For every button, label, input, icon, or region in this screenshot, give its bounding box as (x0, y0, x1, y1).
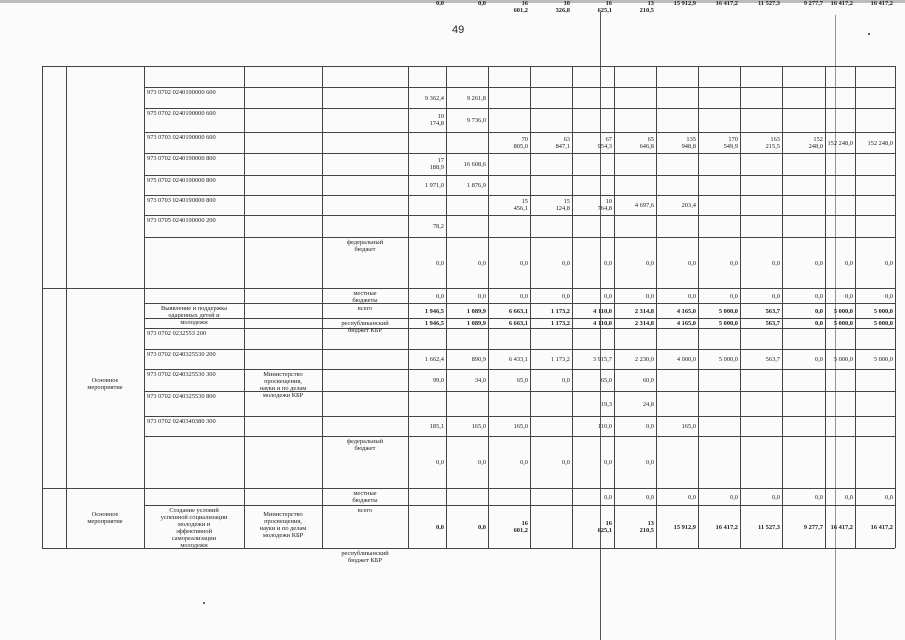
row-value: 0,0 (604, 259, 612, 267)
row-value: 15 912,9 (673, 0, 696, 7)
row-value: 17 188,9 (429, 157, 444, 171)
row-value: 0,0 (845, 292, 853, 300)
row-value: 0,0 (815, 292, 823, 300)
row-value: 0,0 (520, 292, 528, 300)
row-value: 0,0 (815, 356, 823, 363)
row-value: 0,0 (772, 292, 780, 300)
row-value: 6 663,1 (508, 320, 528, 327)
row-value: 9 277,7 (803, 523, 823, 531)
row-value: 15 912,9 (673, 523, 696, 531)
grid-line (144, 416, 895, 417)
row-value: 0,0 (730, 292, 738, 300)
row-value: 0,0 (885, 292, 893, 300)
row-value: 5 000,0 (873, 320, 893, 327)
row-value: 0,0 (436, 259, 444, 267)
row-value: 563,7 (765, 356, 780, 363)
row-value: 0,0 (604, 493, 612, 501)
row-value: 6 663,1 (508, 307, 528, 315)
row-code: 973 0703 0240190000 800 (147, 197, 216, 204)
row-value: 16 417,2 (830, 0, 853, 7)
row-source: всего (357, 305, 373, 312)
row-value: 0,0 (646, 459, 654, 466)
row-value: 0,0 (478, 523, 486, 531)
row-value: 165,0 (681, 423, 696, 430)
row-source: местные бюджеты (352, 290, 378, 304)
grid-line (144, 328, 895, 329)
row-value: 0,0 (478, 459, 486, 466)
row-value: 5 000,0 (718, 356, 738, 363)
row-value: 15 124,8 (555, 198, 570, 212)
grid-line (144, 488, 895, 489)
grid-line (144, 237, 895, 238)
row-value: 4 110,0 (593, 307, 612, 315)
row-value: 16 417,2 (870, 0, 893, 7)
row-value: 5 000,0 (873, 356, 893, 363)
row-value: 0,0 (815, 307, 823, 315)
row-value: 4 000,0 (676, 356, 696, 363)
grid-line (144, 303, 895, 304)
row-value: 0,0 (520, 459, 528, 466)
grid-line (144, 369, 895, 370)
row-value: 165,0 (513, 423, 528, 430)
row-value: 2 314,8 (634, 320, 654, 327)
row-value: 0,0 (688, 259, 696, 267)
row-value: 1 173,2 (550, 320, 570, 327)
row-value: 67 954,3 (597, 135, 612, 150)
scan-artifact-speck (868, 33, 870, 35)
row-value: 16 417,2 (715, 0, 738, 7)
row-code: 973 0702 0240325530 800 (147, 393, 216, 400)
grid-line (42, 288, 144, 289)
row-value: 0,0 (520, 259, 528, 267)
row-value: 152 248,0 (867, 139, 893, 147)
row-value: 4 697,6 (634, 202, 654, 209)
grid-line (144, 195, 895, 196)
row-value: 70 805,0 (513, 135, 528, 150)
row-value: 0,0 (815, 320, 823, 327)
row-value: 1 876,9 (466, 182, 486, 189)
row-value: 1 173,2 (550, 356, 570, 363)
row-value: 3 915,7 (592, 356, 612, 363)
row-source: республиканский бюджет КБР (341, 320, 389, 334)
row-value: 890,9 (471, 356, 486, 363)
row-value: 0,0 (646, 292, 654, 300)
row-code: 973 0702 0240325530 300 (147, 371, 216, 378)
row-code: 973 0705 0240190000 200 (147, 217, 216, 224)
row-value: 0,0 (562, 377, 570, 384)
row-value: 185,1 (429, 423, 444, 430)
row-value: 165,0 (471, 423, 486, 430)
row-value: 6 433,1 (508, 356, 528, 363)
row-value: 16 417,2 (830, 523, 853, 531)
grid-line (322, 66, 323, 548)
page-number: 49 (452, 24, 465, 36)
row-value: 13 210,5 (639, 0, 654, 14)
row-code: 973 0702 0240340380 300 (147, 418, 216, 425)
grid-line (144, 548, 895, 549)
grid-line (144, 288, 895, 289)
row-value: 0,0 (688, 292, 696, 300)
row-value: 16 625,1 (597, 519, 612, 534)
row-value: 1 089,9 (466, 320, 486, 327)
grid-line (144, 175, 895, 176)
row-value: 2 230,0 (634, 356, 654, 363)
row-code: Создание условий успешной социализации молодежи и эффективной самореализации молодежи (160, 507, 228, 549)
row-value: 152 248,0 (808, 135, 823, 150)
row-value: 9 736,0 (466, 117, 486, 124)
row-value: 0,0 (845, 259, 853, 267)
row-value: 563,7 (765, 307, 780, 315)
row-source: федеральный бюджет (346, 239, 384, 253)
row-code: 973 0702 0240190000 800 (147, 155, 216, 162)
row-value: 10 764,8 (597, 198, 612, 212)
row-value: 13 210,5 (639, 519, 654, 534)
row-value: 0,0 (772, 259, 780, 267)
grid-line (895, 66, 896, 548)
row-value: 0,0 (646, 493, 654, 501)
row-value: 0,0 (885, 259, 893, 267)
row-code: 973 0702 0232553 200 (147, 330, 207, 337)
row-value: 0,0 (604, 292, 612, 300)
scan-artifact-speck (203, 602, 205, 604)
row-value: 0,0 (436, 292, 444, 300)
row-code: 973 0702 0240190000 600 (147, 89, 216, 96)
row-value: 5 000,0 (833, 320, 853, 327)
row-value: 16 601,2 (513, 0, 528, 14)
grid-line (144, 505, 895, 506)
row-source: республиканский бюджет КБР (341, 550, 389, 564)
grid-line (144, 349, 895, 350)
row-source: всего (357, 507, 373, 514)
row-value: 0,0 (885, 493, 893, 501)
row-value: 16 625,1 (597, 0, 612, 14)
executor: Министерство просвещения, науки и по делам молодежи КБР (259, 371, 307, 399)
row-value: 0,0 (646, 259, 654, 267)
row-value: 0,0 (436, 523, 444, 531)
row-value: 19,3 (600, 400, 612, 408)
row-value: 65 646,8 (639, 135, 654, 150)
row-value: 65,0 (600, 377, 612, 384)
row-value: 34,0 (474, 377, 486, 384)
row-code: 975 0702 0240190000 800 (147, 177, 216, 184)
grid-line (144, 108, 895, 109)
grid-line (144, 215, 895, 216)
row-code: 973 0703 0240190000 600 (147, 134, 216, 141)
row-value: 5 000,0 (833, 307, 853, 315)
row-value: 2 314,8 (634, 307, 654, 315)
executor: Министерство просвещения, науки и по делам молодежи КБР (259, 511, 307, 539)
row-code: 975 0702 0240190000 600 (147, 110, 216, 117)
row-value: 1 946,5 (424, 307, 444, 315)
grid-line (144, 132, 895, 133)
row-value: 0,0 (562, 292, 570, 300)
grid-line (144, 436, 895, 437)
grid-line (144, 153, 895, 154)
grid-line (144, 318, 895, 319)
row-value: 78,2 (432, 223, 444, 230)
row-value: 563,7 (765, 320, 780, 327)
row-value: 0,0 (772, 493, 780, 501)
row-value: 152 248,0 (827, 139, 853, 147)
activity-type: Основное мероприятие (87, 511, 123, 525)
row-value: 1 946,5 (424, 320, 444, 327)
grid-line (42, 66, 43, 548)
row-value: 11 527,3 (757, 523, 780, 531)
row-value: 99,0 (432, 377, 444, 384)
row-value: 16 601,2 (513, 519, 528, 534)
row-value: 0,0 (562, 259, 570, 267)
row-value: 0,0 (646, 423, 654, 430)
row-value: 63 847,1 (555, 135, 570, 150)
row-value: 9 261,8 (466, 94, 486, 102)
row-value: 0,0 (815, 259, 823, 267)
row-value: 60,0 (642, 377, 654, 384)
row-value: 9 362,4 (424, 94, 444, 102)
row-value: 10 326,8 (555, 0, 570, 14)
row-value: 9 277,7 (803, 0, 823, 7)
row-value: 163 215,5 (765, 135, 780, 150)
row-value: 0,0 (562, 459, 570, 466)
grid-line (66, 66, 67, 548)
row-value: 16 417,2 (715, 523, 738, 531)
row-value: 0,0 (845, 493, 853, 501)
row-value: 203,4 (681, 202, 696, 209)
row-value: 4 165,0 (676, 307, 696, 315)
row-value: 170 549,9 (723, 135, 738, 150)
row-value: 0,0 (604, 459, 612, 466)
row-value: 24,8 (642, 400, 654, 408)
activity-type: Основное мероприятие (87, 377, 123, 391)
grid-line (244, 66, 245, 548)
row-value: 16 417,2 (870, 523, 893, 531)
row-source: местные бюджеты (352, 490, 378, 504)
row-value: 0,0 (436, 459, 444, 466)
row-value: 5 000,0 (718, 320, 738, 327)
row-value: 5 000,0 (833, 356, 853, 363)
row-value: 0,0 (815, 493, 823, 501)
row-value: 5 000,0 (718, 307, 738, 315)
grid-line (42, 488, 144, 489)
row-value: 1 662,4 (424, 356, 444, 363)
row-value: 1 971,0 (424, 182, 444, 189)
row-value: 135 948,8 (681, 135, 696, 150)
row-value: 10 174,8 (429, 113, 444, 127)
row-value: 5 000,0 (873, 307, 893, 315)
row-value: 0,0 (478, 259, 486, 267)
row-value: 1 173,2 (550, 307, 570, 315)
row-value: 1 089,9 (466, 307, 486, 315)
row-value: 16 608,6 (463, 161, 486, 168)
grid-line (144, 66, 895, 67)
row-value: 4 165,0 (676, 320, 696, 327)
row-code: 973 0702 0240325530 200 (147, 351, 216, 358)
row-value: 0,0 (730, 259, 738, 267)
row-value: 15 456,1 (513, 198, 528, 212)
row-value: 0,0 (478, 0, 486, 7)
row-value: 0,0 (436, 0, 444, 7)
row-code: Выявление и поддержка одаренных детей и молодежи (161, 305, 227, 326)
row-value: 11 527,3 (757, 0, 780, 7)
row-value: 110,0 (597, 423, 612, 430)
row-value: 4 110,0 (593, 320, 612, 327)
grid-line (144, 87, 895, 88)
row-value: 0,0 (730, 493, 738, 501)
row-value: 0,0 (688, 493, 696, 501)
row-value: 65,0 (516, 377, 528, 384)
row-source: федеральный бюджет (346, 438, 384, 452)
grid-line (144, 66, 145, 548)
row-value: 0,0 (478, 292, 486, 300)
